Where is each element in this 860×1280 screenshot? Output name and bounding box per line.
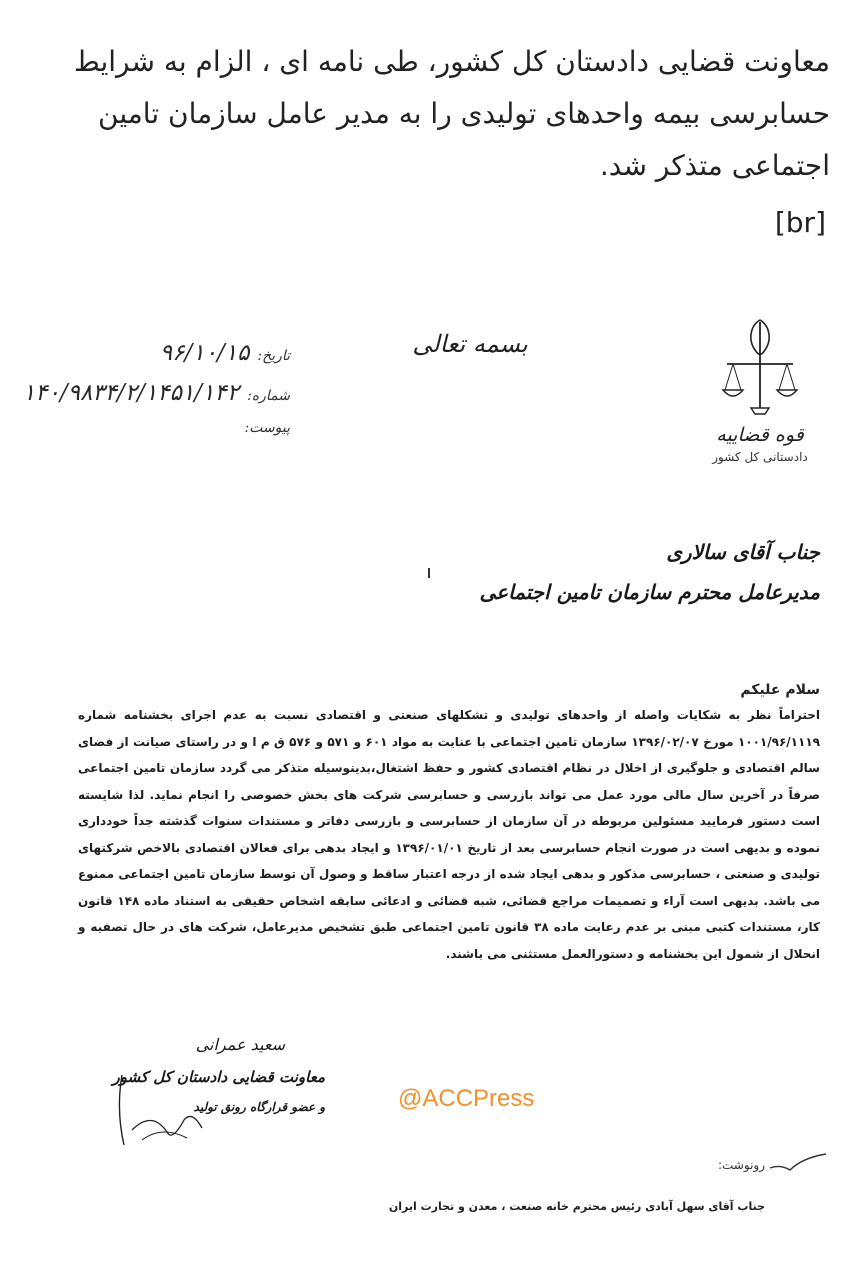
letter-meta [22,340,290,450]
scanned-letter [0,300,860,1280]
greeting: سلام علیکم [740,682,820,698]
br-tag: [br] [774,206,826,239]
number-row [22,380,290,406]
number-label: شماره: [247,388,290,404]
bismillah-heading: بسمه تعالی [412,330,528,358]
number-value: ۱۴۰/۹۸۳۴/۲/۱۴۵۱/۱۴۲ [22,380,240,406]
addressee-title: مدیرعامل محترم سازمان تامین اجتماعی [479,580,820,604]
addressee-block [480,540,820,604]
scales-of-justice-emblem-icon [715,312,805,422]
stray-mark [428,568,430,578]
date-label: تاریخ: [257,348,290,364]
date-value: ۹۶/۱۰/۱۵ [159,340,250,366]
cc-block [718,1158,765,1172]
cc-label: رونوشت: [717,1158,765,1172]
letter-body: احتراماً نظر به شکایات واصله از واحدهای تولیدی و تشکلهای صنعتی و اقتصادی نسبت به عدم اجرای بخشنامه شماره ۱۰۰۱/۹۶/۱۱۱۹ مورخ ۱۳۹۶/۰۲/۰۷ سازمان تامین اجتماعی با عنایت به مواد ۶۰۱ و ۵۷۱ و ۵۷۶ ق م ا و در راستای صیانت از فضای سالم اقتصادی و جلوگیری از اخلال در نظام اقتصادی کشور و حفظ اشتغال،بدینوسیله متذکر می گردد سازمان تامین اجتماعی صرفاً در آخرین سال مالی مورد عمل می تواند بازرسی و حسابرسی شرکت های بخش خصوصی را انجام نماید. لذا شایسته است دستور فرمایید مسئولین مربوطه در آن سازمان از حسابرسی و بازرسی دفاتر و مستندات سنوات گذشته جداً خودداری نموده و بدیهی است در صورت انجام حسابرسی بعد از تاریخ ۱۳۹۶/۰۱/۰۱ و ایجاد بدهی برای فعالان اقتصادی بالاخص شرکتهای تولیدی و صنعتی ، حسابرسی مذکور و بدهی ایجاد شده از درجه اعتبار ساقط و وصول آن توسط سازمان تامین اجتماعی ممنوع می باشد. بدیهی است آراء و تصمیمات مراجع قضائی، شبه قضائی و ادعائی سابقه اشخاص حقیقی به استناد ماده ۱۴۸ قانون کار، مستندات کتبی مبنی بر عدم رعایت ماده ۳۸ قانون تامین اجتماعی طبق تشخیص مدیرعامل، شرکت های در حال تصفیه و انحلال از شمول این بخشنامه و دستورالعمل مستثنی می باشند. [78,708,821,961]
emblem-name: قوه قضاییه [716,424,804,446]
addressee-name: جناب آقای سالاری [666,540,820,564]
date-row [40,340,290,366]
signer-role: و عضو قرارگاه رونق تولید [193,1100,325,1114]
cc-tick-icon [768,1150,828,1174]
news-headline: معاونت قضایی دادستان کل کشور، طی نامه ای ، الزام به شرایط حسابرسی بیمه واحدهای تولیدی را به مدیر عامل سازمان تامین اجتماعی متذکر شد. [73,45,830,182]
accpress-watermark: @ACCPress [398,1085,535,1112]
attachment-label: پیوست: [244,420,290,436]
emblem-subtitle: دادستانی کل کشور [712,450,808,464]
signer-title: معاونت قضایی دادستان کل کشور [112,1068,325,1086]
signer-name: سعید عمرانی [195,1035,285,1054]
attachment-row [40,420,290,436]
signature-scrawl-icon [112,1070,212,1150]
letterhead-emblem [700,312,820,464]
cc-recipient: جناب آقای سهل آبادی رئیس محترم خانه صنعت ، معدن و تجارت ایران [388,1200,765,1213]
